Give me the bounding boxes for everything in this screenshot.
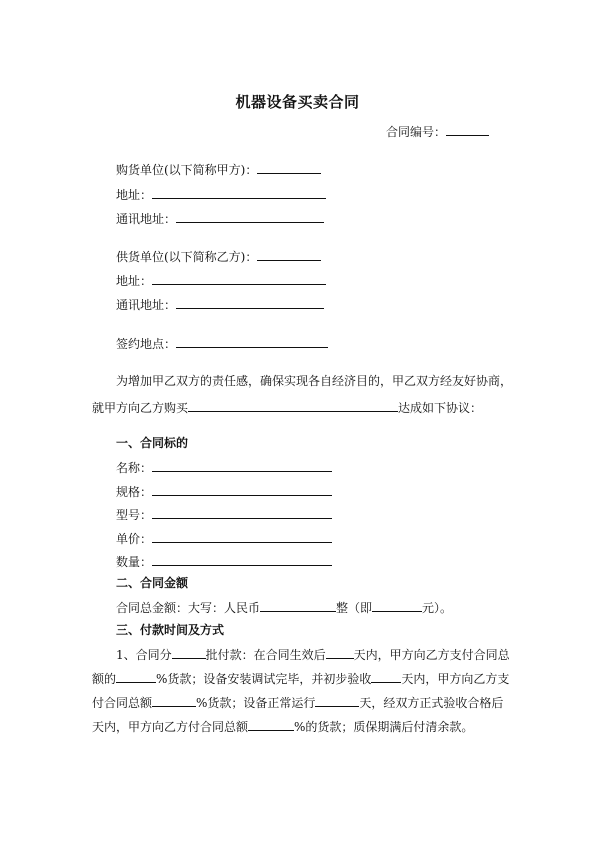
buyer-address-blank[interactable] [152,185,326,199]
payment-line-3-text-c: 天，经双方正式验收合格后 [359,696,504,710]
payment-line-2-text-c: 天内，甲方向乙方支 [401,672,510,686]
first-payment-percent-blank[interactable] [116,669,156,683]
installments-blank[interactable] [172,645,206,659]
payment-line-2-text-b: %货款；设备安装调试完毕，并初步验收 [156,672,372,686]
buyer-mail-address-line [116,209,324,227]
total-amount-number-blank[interactable] [372,598,422,612]
subject-spec-blank[interactable] [152,482,332,496]
section-1-heading: 一、合同标的 [116,436,189,450]
seller-address-blank[interactable] [152,271,326,285]
section-3-heading: 三、付款时间及方式 [116,623,225,637]
subject-model-label: 型号： [116,508,153,522]
payment-line-3-text-b: %货款；设备正常运行 [196,696,316,710]
intro-line-2-end: 达成如下协议： [398,401,483,415]
buyer-unit-label: 购货单位(以下简称甲方)： [116,163,258,177]
total-amount-words-blank[interactable] [260,598,336,612]
intro-line-2 [92,398,482,416]
subject-name-blank[interactable] [152,458,332,472]
buyer-unit-line [116,160,321,178]
intro-line-1: 为增加甲乙双方的责任感，确保实现各自经济目的，甲乙双方经友好协商， [116,374,513,388]
subject-name-label: 名称： [116,461,153,475]
contract-number-blank[interactable] [446,122,489,136]
subject-spec-label: 规格： [116,485,153,499]
contract-number-line [386,122,489,140]
payment-line-1-text-b: 批付款：在合同生效后 [205,648,326,662]
subject-model-blank[interactable] [152,505,332,519]
seller-mail-address-label: 通讯地址： [116,298,177,312]
subject-quantity-line [116,552,332,570]
subject-name-line [116,458,332,476]
payment-line-2-text-a: 额的 [92,672,117,686]
buyer-unit-blank[interactable] [257,160,321,174]
payment-line-4-text-a: 天内，甲方向乙方付合同总额 [92,720,249,734]
total-amount-middle: 整（即 [336,601,373,615]
section-2-heading: 二、合同金额 [116,576,189,590]
seller-unit-blank[interactable] [257,247,321,261]
payment-line-4-text-b: %的货款；质保期满后付清余款。 [294,720,474,734]
purchase-item-blank[interactable] [188,398,398,412]
seller-address-line [116,271,326,289]
payment-line-1-text-a: 1、合同分 [116,648,172,662]
normal-operation-days-blank[interactable] [315,693,359,707]
payment-line-1 [116,645,510,663]
buyer-mail-address-label: 通讯地址： [116,212,177,226]
total-amount-line [116,598,452,616]
buyer-mail-address-blank[interactable] [176,209,324,223]
buyer-address-label: 地址： [116,188,153,202]
second-payment-days-blank[interactable] [371,669,401,683]
subject-quantity-blank[interactable] [152,552,332,566]
payment-line-3 [92,693,503,711]
seller-address-label: 地址： [116,274,153,288]
subject-spec-line [116,482,332,500]
payment-line-1-text-c: 天内，甲方向乙方支付合同总 [353,648,510,662]
contract-number-label: 合同编号： [386,125,447,139]
intro-line-2-start: 就甲方向乙方购买 [92,401,189,415]
seller-mail-address-blank[interactable] [176,295,324,309]
subject-unit-price-label: 单价： [116,532,153,546]
sign-place-label: 签约地点： [116,337,177,351]
payment-line-2 [92,669,509,687]
seller-mail-address-line [116,295,324,313]
first-payment-days-blank[interactable] [326,645,354,659]
third-payment-percent-blank[interactable] [248,717,294,731]
payment-line-4 [92,717,473,735]
subject-quantity-label: 数量： [116,555,153,569]
subject-model-line [116,505,332,523]
subject-unit-price-blank[interactable] [152,529,332,543]
subject-unit-price-line [116,529,332,547]
document-title: 机器设备买卖合同 [235,93,360,111]
sign-place-line [116,334,328,352]
sign-place-blank[interactable] [176,334,328,348]
total-amount-label: 合同总金额：大写：人民币 [116,601,261,615]
payment-line-3-text-a: 付合同总额 [92,696,153,710]
second-payment-percent-blank[interactable] [152,693,196,707]
total-amount-end: 元）。 [422,601,453,615]
buyer-address-line [116,185,326,203]
seller-unit-line [116,247,321,265]
seller-unit-label: 供货单位(以下简称乙方)： [116,250,258,264]
